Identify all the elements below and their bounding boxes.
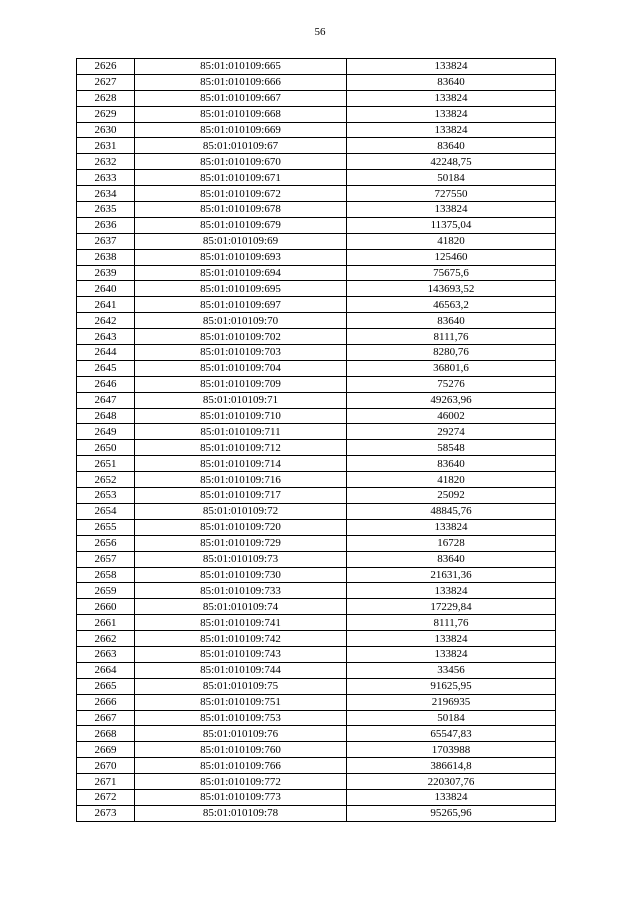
row-number-cell: 2665 (77, 678, 135, 694)
cadastral-number-cell: 85:01:010109:697 (135, 297, 347, 313)
row-number-cell: 2668 (77, 726, 135, 742)
value-cell: 36801,6 (347, 360, 556, 376)
cadastral-number-cell: 85:01:010109:720 (135, 519, 347, 535)
cadastral-number-cell: 85:01:010109:760 (135, 742, 347, 758)
table-row (77, 583, 556, 599)
table-row (77, 567, 556, 583)
table-row (77, 233, 556, 249)
cadastral-number-cell: 85:01:010109:716 (135, 472, 347, 488)
cadastral-number-cell: 85:01:010109:69 (135, 233, 347, 249)
value-cell: 125460 (347, 249, 556, 265)
row-number-cell: 2633 (77, 170, 135, 186)
value-cell: 42248,75 (347, 154, 556, 170)
cadastral-number-cell: 85:01:010109:743 (135, 646, 347, 662)
value-cell: 133824 (347, 106, 556, 122)
table-row (77, 281, 556, 297)
row-number-cell: 2630 (77, 122, 135, 138)
row-number-cell: 2660 (77, 599, 135, 615)
cadastral-number-cell: 85:01:010109:667 (135, 90, 347, 106)
row-number-cell: 2655 (77, 519, 135, 535)
row-number-cell: 2667 (77, 710, 135, 726)
row-number-cell: 2654 (77, 503, 135, 519)
cadastral-number-cell: 85:01:010109:74 (135, 599, 347, 615)
table-row (77, 249, 556, 265)
cadastral-number-cell: 85:01:010109:693 (135, 249, 347, 265)
table-row (77, 74, 556, 90)
row-number-cell: 2671 (77, 774, 135, 790)
row-number-cell: 2637 (77, 233, 135, 249)
row-number-cell: 2645 (77, 360, 135, 376)
value-cell: 49263,96 (347, 392, 556, 408)
cadastral-number-cell: 85:01:010109:694 (135, 265, 347, 281)
table-row (77, 726, 556, 742)
value-cell: 2196935 (347, 694, 556, 710)
table-row (77, 710, 556, 726)
value-cell: 91625,95 (347, 678, 556, 694)
cadastral-number-cell: 85:01:010109:679 (135, 217, 347, 233)
value-cell: 386614,8 (347, 758, 556, 774)
row-number-cell: 2631 (77, 138, 135, 154)
table-row (77, 694, 556, 710)
cadastral-number-cell: 85:01:010109:729 (135, 535, 347, 551)
cadastral-number-cell: 85:01:010109:73 (135, 551, 347, 567)
table-row (77, 408, 556, 424)
row-number-cell: 2640 (77, 281, 135, 297)
value-cell: 75276 (347, 376, 556, 392)
value-cell: 133824 (347, 519, 556, 535)
table-row (77, 106, 556, 122)
row-number-cell: 2646 (77, 376, 135, 392)
value-cell: 133824 (347, 90, 556, 106)
row-number-cell: 2653 (77, 488, 135, 504)
value-cell: 65547,83 (347, 726, 556, 742)
table-row (77, 217, 556, 233)
cadastral-number-cell: 85:01:010109:730 (135, 567, 347, 583)
row-number-cell: 2659 (77, 583, 135, 599)
cadastral-number-cell: 85:01:010109:72 (135, 503, 347, 519)
row-number-cell: 2643 (77, 329, 135, 345)
value-cell: 46563,2 (347, 297, 556, 313)
row-number-cell: 2664 (77, 662, 135, 678)
table-row (77, 758, 556, 774)
row-number-cell: 2641 (77, 297, 135, 313)
cadastral-number-cell: 85:01:010109:717 (135, 488, 347, 504)
value-cell: 8280,76 (347, 345, 556, 361)
value-cell: 8111,76 (347, 615, 556, 631)
table-row (77, 488, 556, 504)
cadastral-number-cell: 85:01:010109:671 (135, 170, 347, 186)
table-row (77, 122, 556, 138)
cadastral-number-cell: 85:01:010109:733 (135, 583, 347, 599)
value-cell: 83640 (347, 74, 556, 90)
table-row (77, 392, 556, 408)
row-number-cell: 2656 (77, 535, 135, 551)
row-number-cell: 2649 (77, 424, 135, 440)
row-number-cell: 2627 (77, 74, 135, 90)
cadastral-number-cell: 85:01:010109:773 (135, 789, 347, 805)
cadastral-number-cell: 85:01:010109:703 (135, 345, 347, 361)
value-cell: 83640 (347, 456, 556, 472)
row-number-cell: 2632 (77, 154, 135, 170)
cadastral-number-cell: 85:01:010109:71 (135, 392, 347, 408)
table-row (77, 202, 556, 218)
value-cell: 41820 (347, 472, 556, 488)
value-cell: 58548 (347, 440, 556, 456)
row-number-cell: 2638 (77, 249, 135, 265)
table-row (77, 789, 556, 805)
value-cell: 83640 (347, 138, 556, 154)
data-table (76, 58, 556, 822)
cadastral-number-cell: 85:01:010109:711 (135, 424, 347, 440)
row-number-cell: 2658 (77, 567, 135, 583)
value-cell: 83640 (347, 313, 556, 329)
value-cell: 17229,84 (347, 599, 556, 615)
cadastral-number-cell: 85:01:010109:712 (135, 440, 347, 456)
row-number-cell: 2651 (77, 456, 135, 472)
row-number-cell: 2663 (77, 646, 135, 662)
row-number-cell: 2634 (77, 186, 135, 202)
cadastral-number-cell: 85:01:010109:751 (135, 694, 347, 710)
cadastral-number-cell: 85:01:010109:67 (135, 138, 347, 154)
cadastral-number-cell: 85:01:010109:78 (135, 805, 347, 821)
value-cell: 75675,6 (347, 265, 556, 281)
table-row (77, 774, 556, 790)
value-cell: 29274 (347, 424, 556, 440)
table-row (77, 472, 556, 488)
table-row (77, 59, 556, 75)
table-row (77, 662, 556, 678)
value-cell: 1703988 (347, 742, 556, 758)
row-number-cell: 2673 (77, 805, 135, 821)
row-number-cell: 2644 (77, 345, 135, 361)
row-number-cell: 2642 (77, 313, 135, 329)
cadastral-number-cell: 85:01:010109:766 (135, 758, 347, 774)
row-number-cell: 2657 (77, 551, 135, 567)
cadastral-number-cell: 85:01:010109:704 (135, 360, 347, 376)
cadastral-number-cell: 85:01:010109:710 (135, 408, 347, 424)
row-number-cell: 2639 (77, 265, 135, 281)
table-row (77, 503, 556, 519)
table-row (77, 360, 556, 376)
row-number-cell: 2626 (77, 59, 135, 75)
cadastral-number-cell: 85:01:010109:670 (135, 154, 347, 170)
value-cell: 83640 (347, 551, 556, 567)
cadastral-number-cell: 85:01:010109:744 (135, 662, 347, 678)
row-number-cell: 2652 (77, 472, 135, 488)
value-cell: 95265,96 (347, 805, 556, 821)
value-cell: 220307,76 (347, 774, 556, 790)
cadastral-number-cell: 85:01:010109:669 (135, 122, 347, 138)
row-number-cell: 2636 (77, 217, 135, 233)
table-row (77, 329, 556, 345)
table-row (77, 440, 556, 456)
value-cell: 50184 (347, 170, 556, 186)
table-row (77, 170, 556, 186)
table-row (77, 646, 556, 662)
value-cell: 133824 (347, 583, 556, 599)
value-cell: 133824 (347, 59, 556, 75)
value-cell: 48845,76 (347, 503, 556, 519)
cadastral-number-cell: 85:01:010109:753 (135, 710, 347, 726)
row-number-cell: 2635 (77, 202, 135, 218)
row-number-cell: 2661 (77, 615, 135, 631)
row-number-cell: 2650 (77, 440, 135, 456)
row-number-cell: 2672 (77, 789, 135, 805)
table-row (77, 90, 556, 106)
cadastral-number-cell: 85:01:010109:668 (135, 106, 347, 122)
table-row (77, 265, 556, 281)
table-row (77, 313, 556, 329)
value-cell: 46002 (347, 408, 556, 424)
value-cell: 41820 (347, 233, 556, 249)
row-number-cell: 2647 (77, 392, 135, 408)
row-number-cell: 2670 (77, 758, 135, 774)
page-number: 56 (314, 26, 326, 38)
cadastral-number-cell: 85:01:010109:695 (135, 281, 347, 297)
table-row (77, 424, 556, 440)
cadastral-number-cell: 85:01:010109:702 (135, 329, 347, 345)
table-row (77, 376, 556, 392)
cadastral-number-cell: 85:01:010109:742 (135, 631, 347, 647)
table-row (77, 297, 556, 313)
value-cell: 133824 (347, 789, 556, 805)
table-row (77, 631, 556, 647)
value-cell: 727550 (347, 186, 556, 202)
cadastral-number-cell: 85:01:010109:709 (135, 376, 347, 392)
value-cell: 50184 (347, 710, 556, 726)
cadastral-number-cell: 85:01:010109:70 (135, 313, 347, 329)
table-row (77, 551, 556, 567)
cadastral-number-cell: 85:01:010109:76 (135, 726, 347, 742)
table-row (77, 345, 556, 361)
cadastral-number-cell: 85:01:010109:672 (135, 186, 347, 202)
row-number-cell: 2666 (77, 694, 135, 710)
table-row (77, 742, 556, 758)
value-cell: 133824 (347, 122, 556, 138)
value-cell: 16728 (347, 535, 556, 551)
cadastral-number-cell: 85:01:010109:75 (135, 678, 347, 694)
value-cell: 133824 (347, 646, 556, 662)
value-cell: 143693,52 (347, 281, 556, 297)
table-row (77, 186, 556, 202)
value-cell: 8111,76 (347, 329, 556, 345)
value-cell: 25092 (347, 488, 556, 504)
row-number-cell: 2669 (77, 742, 135, 758)
cadastral-number-cell: 85:01:010109:714 (135, 456, 347, 472)
cadastral-number-cell: 85:01:010109:741 (135, 615, 347, 631)
cadastral-number-cell: 85:01:010109:772 (135, 774, 347, 790)
value-cell: 11375,04 (347, 217, 556, 233)
cadastral-number-cell: 85:01:010109:665 (135, 59, 347, 75)
table-row (77, 599, 556, 615)
table-row (77, 138, 556, 154)
row-number-cell: 2628 (77, 90, 135, 106)
cadastral-number-cell: 85:01:010109:666 (135, 74, 347, 90)
cadastral-number-cell: 85:01:010109:678 (135, 202, 347, 218)
value-cell: 33456 (347, 662, 556, 678)
table-row (77, 615, 556, 631)
table-row (77, 154, 556, 170)
row-number-cell: 2629 (77, 106, 135, 122)
value-cell: 21631,36 (347, 567, 556, 583)
table-row (77, 456, 556, 472)
row-number-cell: 2648 (77, 408, 135, 424)
value-cell: 133824 (347, 631, 556, 647)
table-row (77, 678, 556, 694)
table-body (77, 59, 556, 822)
value-cell: 133824 (347, 202, 556, 218)
table-row (77, 535, 556, 551)
row-number-cell: 2662 (77, 631, 135, 647)
table-row (77, 519, 556, 535)
table-row (77, 805, 556, 821)
